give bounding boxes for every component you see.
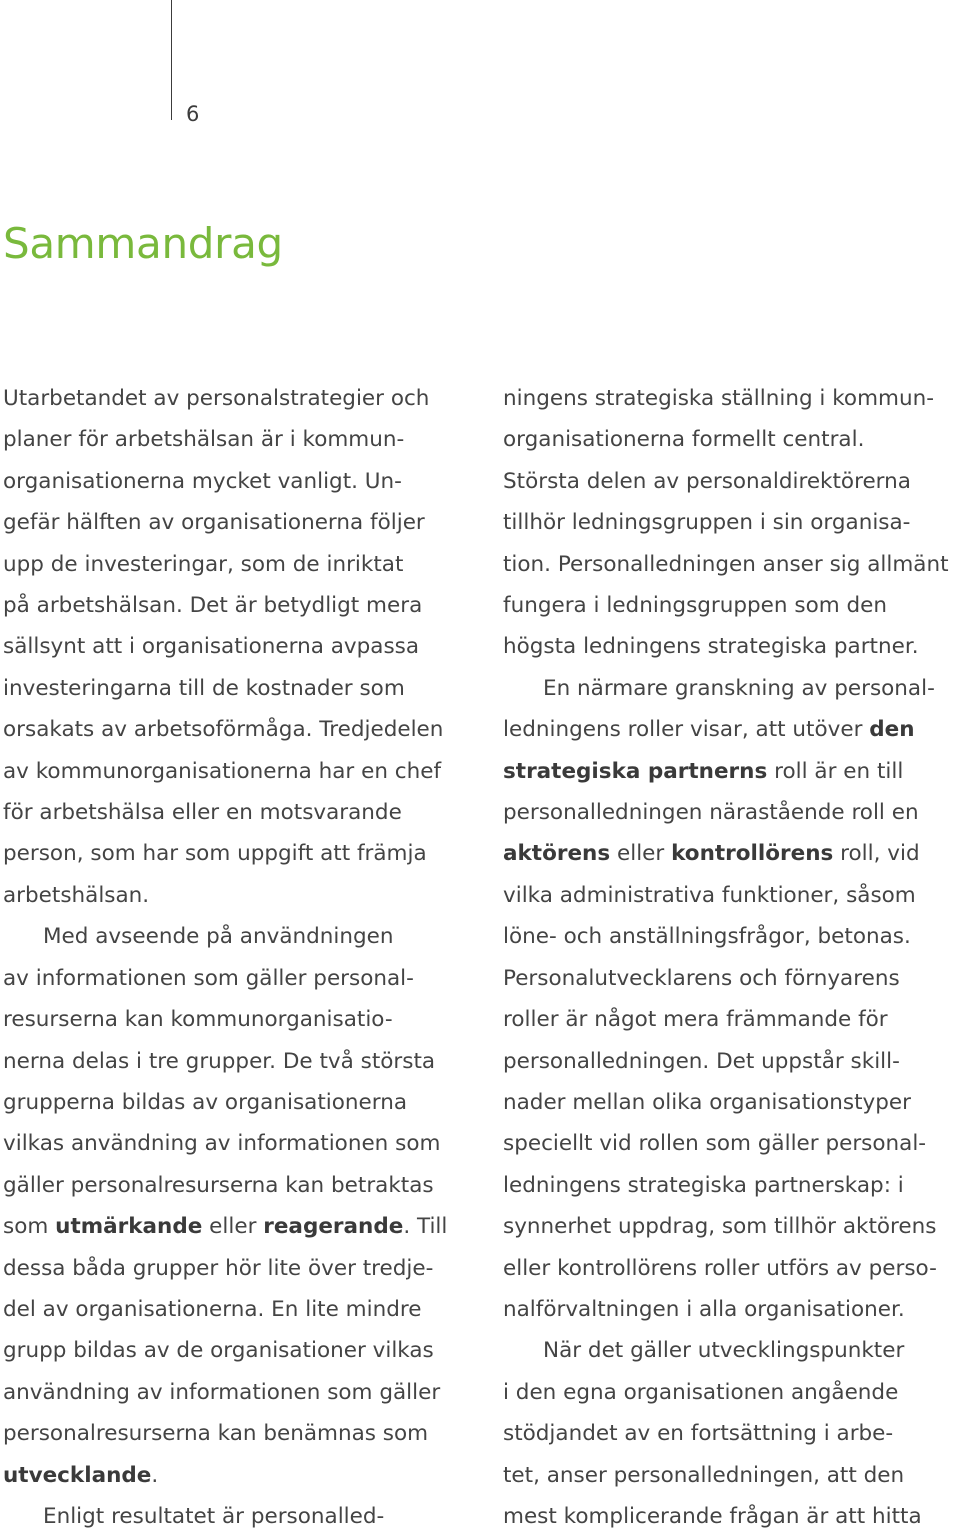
text-run: Utarbetandet av personalstrategier och xyxy=(3,386,430,411)
text-run: speciellt vid rollen som gäller personal- xyxy=(503,1131,927,1157)
text-line xyxy=(503,999,960,1040)
text-run: investeringarna till de kostnader som xyxy=(3,675,405,701)
text-line xyxy=(3,792,473,833)
text-run: tion. Personalledningen anser sig allmänt xyxy=(503,551,949,577)
text-run: eller xyxy=(202,1214,264,1240)
text-line xyxy=(503,1289,960,1330)
text-line xyxy=(3,709,473,750)
text-line xyxy=(3,1496,473,1537)
text-line xyxy=(503,461,960,502)
text-run: vilkas användning av informationen som xyxy=(3,1131,441,1157)
text-line xyxy=(3,461,473,502)
text-line xyxy=(3,916,473,957)
text-run: del av organisationerna. En lite mindre xyxy=(3,1296,422,1322)
text-line xyxy=(3,1372,473,1413)
page-title: Sammandrag xyxy=(3,219,283,268)
emphasized-term: den xyxy=(869,717,915,743)
emphasized-term: strategiska partnerns xyxy=(503,758,768,784)
text-run: som xyxy=(3,1214,56,1240)
text-run: ledningens strategiska partnerskap: i xyxy=(503,1172,904,1198)
text-line xyxy=(3,1041,473,1082)
text-run: personalresurserna kan benämnas som xyxy=(3,1421,429,1447)
text-run: eller kontrollörens roller utförs av perso- xyxy=(503,1255,937,1281)
text-run: gäller personalresurserna kan betraktas xyxy=(3,1172,434,1198)
text-line xyxy=(503,1496,960,1537)
text-run: roll är en till xyxy=(767,758,904,784)
text-line xyxy=(503,1041,960,1082)
page-rule xyxy=(171,0,172,120)
text-line xyxy=(503,833,960,874)
text-line xyxy=(3,544,473,585)
text-line xyxy=(503,502,960,543)
text-line xyxy=(3,1248,473,1289)
text-run: roller är något mera främmande för xyxy=(503,1007,888,1033)
text-run: ningens strategiska ställning i kommun- xyxy=(503,386,934,411)
emphasized-term: reagerande xyxy=(263,1214,404,1240)
text-line xyxy=(3,502,473,543)
text-line xyxy=(503,1372,960,1413)
text-run: planer för arbetshälsan är i kommun- xyxy=(3,427,405,453)
text-line xyxy=(3,875,473,916)
text-line xyxy=(3,1082,473,1123)
text-run: nerna delas i tre grupper. De två största xyxy=(3,1048,436,1074)
text-line xyxy=(503,1248,960,1289)
text-line xyxy=(3,1123,473,1164)
text-run: synnerhet uppdrag, som tillhör aktörens xyxy=(503,1214,937,1240)
text-line xyxy=(3,1206,473,1247)
emphasized-term: aktörens xyxy=(503,841,611,867)
text-line xyxy=(503,668,960,709)
emphasized-term: utvecklande xyxy=(3,1462,152,1488)
text-run: Största delen av personaldirektörerna xyxy=(503,468,911,494)
text-line xyxy=(3,668,473,709)
text-run: för arbetshälsa eller en motsvarande xyxy=(3,800,402,826)
text-run: löne- och anställningsfrågor, betonas. xyxy=(503,924,911,950)
emphasized-term: utmärkande xyxy=(55,1214,203,1240)
text-run: högsta ledningens strategiska partner. xyxy=(503,634,919,660)
text-run: arbetshälsan. xyxy=(3,882,150,908)
text-run: dessa båda grupper hör lite över tredje- xyxy=(3,1255,434,1281)
text-line xyxy=(503,875,960,916)
text-line xyxy=(503,916,960,957)
right-column xyxy=(503,378,960,1537)
text-run: organisationerna mycket vanligt. Un- xyxy=(3,468,402,494)
text-line xyxy=(503,751,960,792)
text-run: orsakats av arbetsoförmåga. Tredjedelen xyxy=(3,717,444,743)
text-run: mest komplicerande frågan är att hitta xyxy=(503,1503,922,1529)
text-run: När det gäller utvecklingspunkter xyxy=(543,1338,905,1364)
text-line xyxy=(503,626,960,667)
text-line xyxy=(503,792,960,833)
text-line xyxy=(503,1082,960,1123)
text-run: upp de investeringar, som de inriktat xyxy=(3,551,404,577)
text-run: . Till xyxy=(403,1214,448,1240)
text-run: Personalutvecklarens och förnyarens xyxy=(503,965,900,991)
text-line xyxy=(3,585,473,626)
text-run: sällsynt att i organisationerna avpassa xyxy=(3,634,420,660)
page-number: 6 xyxy=(186,102,200,126)
text-line xyxy=(503,378,960,419)
text-run: vilka administrativa funktioner, såsom xyxy=(503,882,916,908)
text-run: nader mellan olika organisationstyper xyxy=(503,1089,911,1115)
text-run: av kommunorganisationerna har en chef xyxy=(3,758,442,784)
text-line xyxy=(503,585,960,626)
text-run: nalförvaltningen i alla organisationer. xyxy=(503,1296,905,1322)
text-line xyxy=(3,833,473,874)
text-run: Enligt resultatet är personalled- xyxy=(43,1503,385,1529)
text-line xyxy=(503,1455,960,1496)
text-line xyxy=(3,999,473,1040)
text-run: grupperna bildas av organisationerna xyxy=(3,1089,408,1115)
text-run: på arbetshälsan. Det är betydligt mera xyxy=(3,593,423,619)
text-line xyxy=(3,1330,473,1371)
text-run: gefär hälften av organisationerna följer xyxy=(3,510,425,536)
text-line xyxy=(503,419,960,460)
text-run: personalledningen. Det uppstår skill- xyxy=(503,1048,900,1074)
text-line xyxy=(3,419,473,460)
text-line xyxy=(503,709,960,750)
text-run: tet, anser personalledningen, att den xyxy=(503,1462,905,1488)
text-run: Med avseende på användningen xyxy=(43,924,394,950)
text-line xyxy=(3,1413,473,1454)
text-line xyxy=(503,544,960,585)
text-line xyxy=(503,1330,960,1371)
text-run: person, som har som uppgift att främja xyxy=(3,841,427,867)
text-run: ledningens roller visar, att utöver xyxy=(503,717,870,743)
text-run: i den egna organisationen angående xyxy=(503,1379,899,1405)
text-run: av informationen som gäller personal- xyxy=(3,965,414,991)
text-line xyxy=(3,1455,473,1496)
text-run: . xyxy=(151,1462,159,1488)
text-line xyxy=(3,378,473,419)
text-run: roll, vid xyxy=(833,841,920,867)
left-column xyxy=(3,378,473,1537)
text-line xyxy=(3,751,473,792)
text-line xyxy=(3,626,473,667)
text-line xyxy=(3,958,473,999)
text-run: grupp bildas av de organisationer vilkas xyxy=(3,1338,434,1364)
text-run: stödjandet av en fortsättning i arbe- xyxy=(503,1421,894,1447)
text-run: En närmare granskning av personal- xyxy=(543,675,935,701)
text-line xyxy=(503,1123,960,1164)
text-line xyxy=(503,1165,960,1206)
text-line xyxy=(3,1289,473,1330)
text-run: användning av informationen som gäller xyxy=(3,1379,441,1405)
text-run: eller xyxy=(610,841,672,867)
text-line xyxy=(503,1206,960,1247)
text-run: tillhör ledningsgruppen i sin organisa- xyxy=(503,510,911,536)
text-line xyxy=(503,1413,960,1454)
text-run: resurserna kan kommunorganisatio- xyxy=(3,1007,393,1033)
text-line xyxy=(3,1165,473,1206)
text-run: organisationerna formellt central. xyxy=(503,427,865,453)
text-line xyxy=(503,958,960,999)
emphasized-term: kontrollörens xyxy=(671,841,834,867)
text-run: personalledningen närastående roll en xyxy=(503,800,919,826)
text-run: fungera i ledningsgruppen som den xyxy=(503,593,888,619)
